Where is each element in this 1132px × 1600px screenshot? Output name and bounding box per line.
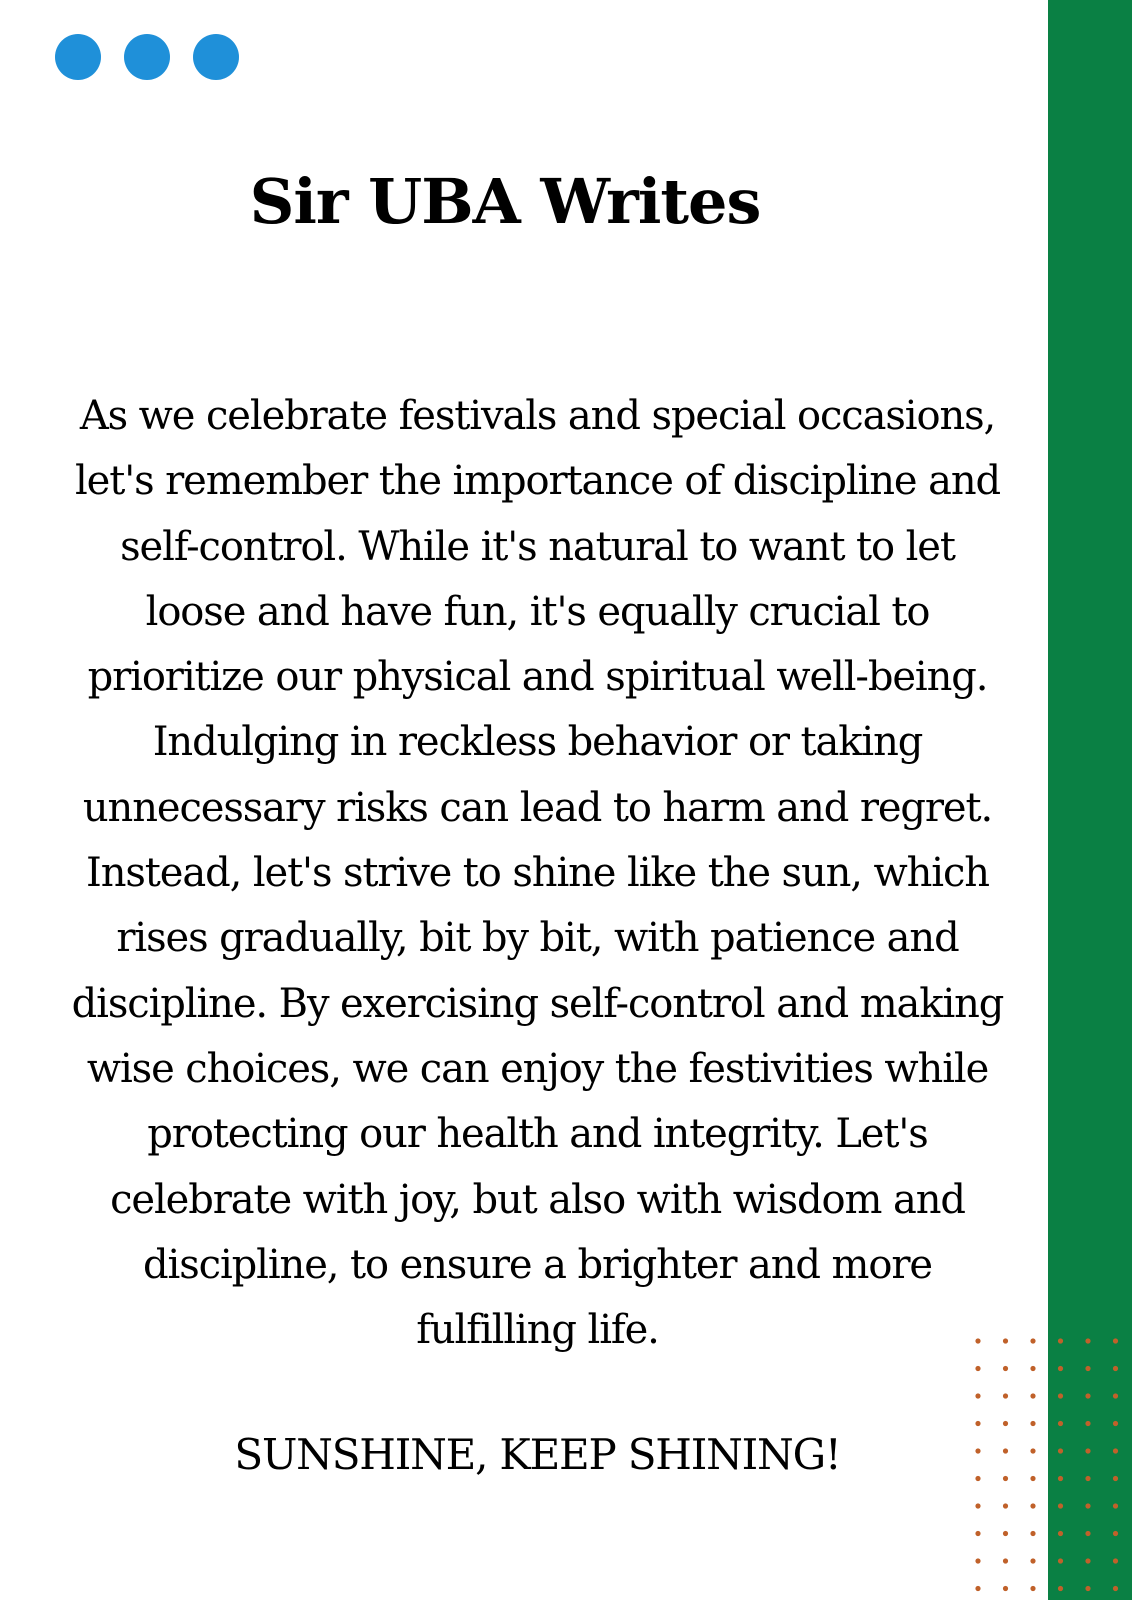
body-line: As we celebrate festivals and special occasions, [79,393,996,439]
pattern-dot [1030,1503,1035,1508]
pattern-dot [1003,1338,1008,1343]
body-line: loose and have fun, it's equally crucial to [145,588,930,635]
pattern-dot [1058,1476,1063,1481]
pattern-dot [1058,1558,1063,1563]
pattern-dot [975,1531,980,1536]
pattern-dot [1113,1503,1118,1508]
blue-dot-1 [55,34,101,80]
blue-dot-2 [124,34,170,80]
pattern-dot [975,1448,980,1453]
pattern-dot [1113,1393,1118,1398]
pattern-dot [1030,1393,1035,1398]
pattern-dot [1003,1476,1008,1481]
pattern-dot [1085,1531,1090,1536]
body-line: discipline, to ensure a brighter and more [143,1241,932,1288]
pattern-dot [1058,1393,1063,1398]
pattern-dot [1030,1448,1035,1453]
pattern-dot [1030,1338,1035,1343]
pattern-dot [1003,1531,1008,1536]
body-line: rises gradually, bit by bit, with patience and [116,915,959,962]
body-line: let's remember the importance of discipline and [74,458,1001,505]
body-line: protecting our health and integrity. Let's [147,1111,928,1158]
pattern-dot [975,1476,980,1481]
pattern-dot [1003,1366,1008,1371]
dot-pattern [971,1335,1132,1600]
pattern-dot [975,1558,980,1563]
pattern-dot [1085,1393,1090,1398]
pattern-dot [1030,1366,1035,1371]
pattern-dot [975,1338,980,1343]
pattern-dot [1030,1421,1035,1426]
page-title: Sir UBA Writes [249,165,761,238]
pattern-dot [1085,1338,1090,1343]
pattern-dot [1085,1448,1090,1453]
pattern-dot [1058,1366,1063,1371]
pattern-dot [1058,1503,1063,1508]
pattern-dot [975,1421,980,1426]
pattern-dot [1003,1393,1008,1398]
pattern-dot [1058,1421,1063,1426]
pattern-dot [1030,1531,1035,1536]
pattern-dot [1113,1338,1118,1343]
body-line: self-control. While it's natural to want to let [120,523,955,570]
pattern-dot [975,1586,980,1591]
pattern-dot [1085,1586,1090,1591]
pattern-dot [1058,1448,1063,1453]
pattern-dot [1113,1366,1118,1371]
body-paragraph [40,384,1035,1363]
pattern-dot [1085,1503,1090,1508]
pattern-dot [1058,1586,1063,1591]
pattern-dot [1085,1421,1090,1426]
body-line: wise choices, we can enjoy the festivities while [86,1045,989,1092]
pattern-dot [1113,1421,1118,1426]
pattern-dot [1030,1558,1035,1563]
body-line: fulfilling life. [416,1307,659,1354]
pattern-dot [1058,1338,1063,1343]
pattern-dot [1085,1476,1090,1481]
body-line: Instead, let's strive to shine like the sun, which [86,850,989,897]
pattern-dot [1003,1558,1008,1563]
body-line: unnecessary risks can lead to harm and regret. [82,784,993,831]
pattern-dot [975,1503,980,1508]
pattern-dot [1113,1558,1118,1563]
pattern-dot [1003,1503,1008,1508]
pattern-dot [1113,1448,1118,1453]
body-line: Indulging in reckless behavior or taking [152,719,923,766]
blue-dot-3 [193,34,239,80]
pattern-dot [975,1393,980,1398]
pattern-dot [1003,1421,1008,1426]
pattern-dot [1085,1558,1090,1563]
body-line: prioritize our physical and spiritual well-being. [87,654,988,701]
pattern-dot [975,1366,980,1371]
pattern-dot [1030,1476,1035,1481]
pattern-dot [1113,1476,1118,1481]
pattern-dot [1085,1366,1090,1371]
body-line: discipline. By exercising self-control and making [71,980,1004,1027]
pattern-dot [1113,1531,1118,1536]
pattern-dot [1003,1448,1008,1453]
pattern-dot [1113,1586,1118,1591]
closing-slogan: SUNSHINE, KEEP SHINING! [234,1430,841,1479]
pattern-dot [1030,1586,1035,1591]
pattern-dot [1058,1531,1063,1536]
pattern-dot [1003,1586,1008,1591]
decorative-dots [55,34,239,80]
body-line: celebrate with joy, but also with wisdom and [110,1176,965,1223]
